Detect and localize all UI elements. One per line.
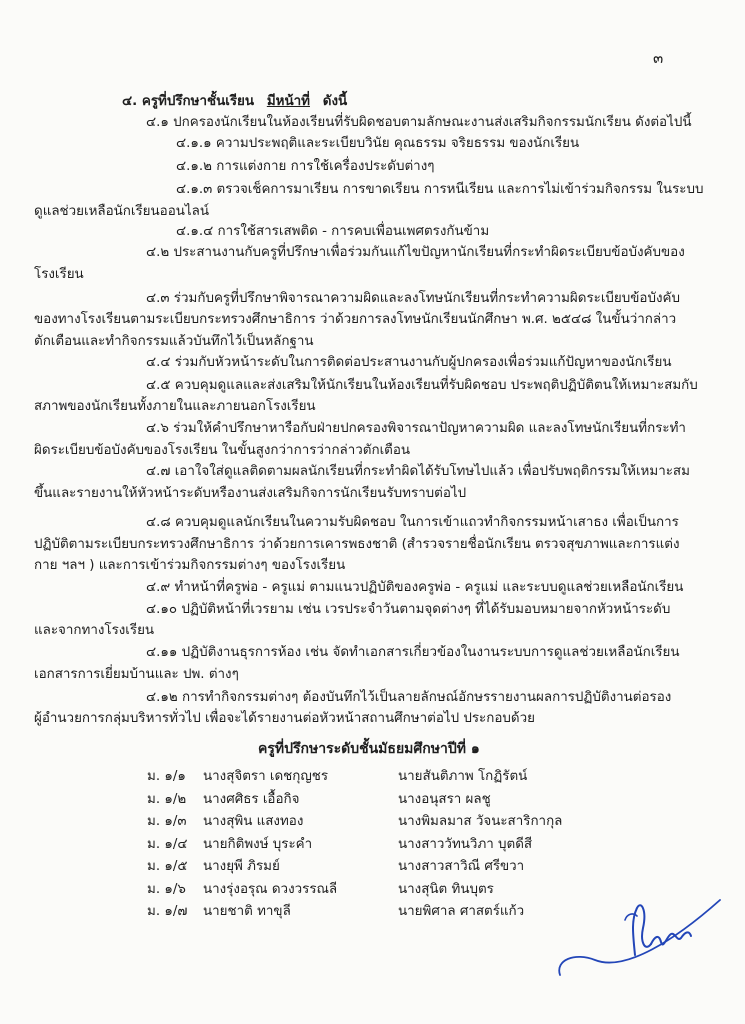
teacher-2: นางสุนิต ทินบุตร xyxy=(398,882,494,897)
line-4-11-cont: เอกสารการเยี่ยมบ้านและ ปพ. ต่างๆ xyxy=(34,667,239,682)
class-label: ม. ๑/๑ xyxy=(147,769,186,784)
signature-stroke xyxy=(633,905,651,955)
class-label: ม. ๑/๔ xyxy=(147,837,188,852)
section-title-duty: มีหน้าที่ xyxy=(266,94,310,109)
line-4-10-cont: และจากทางโรงเรียน xyxy=(34,623,155,638)
line-4-8-cont1: ปฏิบัติตามระเบียบกระทรวงศึกษาธิการ ว่าด้วยการเคารพธงชาติ (สำรวจรายชื่อนักเรียน ตรวจสุขภาพและการแต่ง xyxy=(34,537,680,552)
line-4-5: ๔.๕ ควบคุมดูแลและส่งเสริมให้นักเรียนในห้องเรียนที่รับผิดชอบ ประพฤติปฏิบัติตนให้เหมาะสมกับ xyxy=(146,378,698,393)
line-4-7: ๔.๗ เอาใจใส่ดูแลติดตามผลนักเรียนที่กระทำผิดได้รับโทษไปแล้ว เพื่อปรับพฤติกรรมให้เหมาะสม xyxy=(146,464,690,479)
line-4-2-cont: โรงเรียน xyxy=(34,267,84,282)
line-4-7-cont: ขึ้นและรายงานให้หัวหน้าระดับหรืองานส่งเสริมกิจการนักเรียนรับทราบต่อไป xyxy=(34,486,467,501)
line-4-1-1: ๔.๑.๑ ความประพฤติและระเบียบวินัย คุณธรรม จริยธรรม ของนักเรียน xyxy=(176,136,580,151)
teacher-1: นางสุจิตรา เดชกุญชร xyxy=(203,769,329,784)
line-4-3: ๔.๓ ร่วมกับครูที่ปรึกษาพิจารณาความผิดและลงโทษนักเรียนที่กระทำความผิดระเบียบข้อบังคับ xyxy=(146,291,680,306)
signature-stroke xyxy=(559,900,720,975)
line-4-9: ๔.๙ ทำหน้าที่ครูพ่อ - ครูแม่ ตามแนวปฏิบัติของครูพ่อ - ครูแม่ และระบบดูแลช่วยเหลือนักเรียน xyxy=(146,580,684,595)
signature-image xyxy=(555,880,730,990)
teacher-1: นายชาติ ทาขุลี xyxy=(203,904,291,919)
line-4-3-cont2: ตักเตือนและทำกิจกรรมแล้วบันทึกไว้เป็นหลักฐาน xyxy=(34,334,314,349)
line-4-1-3: ๔.๑.๓ ตรวจเช็คการมาเรียน การขาดเรียน การหนีเรียน และการไม่เข้าร่วมกิจกรรม ในระบบ xyxy=(176,182,704,197)
line-4-10: ๔.๑๐ ปฏิบัติหน้าที่เวรยาม เช่น เวรประจำวันตามจุดต่างๆ ที่ได้รับมอบหมายจากหัวหน้าระดับ xyxy=(146,602,671,617)
teacher-1: นางศศิธร เอื้อกิจ xyxy=(203,792,300,807)
teacher-2: นายสันติภาพ โกฏิรัตน์ xyxy=(398,769,528,784)
teacher-2: นายพิศาล ศาสตร์แก้ว xyxy=(398,904,525,919)
line-4-1-2: ๔.๑.๒ การแต่งกาย การใช้เครื่องประดับต่างๆ xyxy=(176,159,435,174)
section-title xyxy=(122,92,347,112)
page-number: ๓ xyxy=(653,49,664,67)
line-4-5-cont: สภาพของนักเรียนทั้งภายในและภายนอกโรงเรียน xyxy=(34,399,316,414)
class-label: ม. ๑/๖ xyxy=(147,882,186,897)
teacher-2: นางสาวสาวิณี ศรีขวา xyxy=(398,859,525,874)
teacher-1: นางสุพิน แสงทอง xyxy=(203,814,304,829)
section-title-suffix: ดังนี้ xyxy=(322,94,348,109)
line-4-6: ๔.๖ ร่วมให้คำปรึกษาหารือกับฝ่ายปกครองพิจารณาปัญหาความผิด และลงโทษนักเรียนที่กระทำ xyxy=(146,421,686,436)
line-4-3-cont1: ของทางโรงเรียนตามระเบียบกระทรวงศึกษาธิการ ว่าด้วยการลงโทษนักเรียนนักศึกษา พ.ศ. ๒๕๔๘ ในขั้นว่ากล่าว xyxy=(34,312,677,327)
line-4-1-4: ๔.๑.๔ การใช้สารเสพติด - การคบเพื่อนเพศตรงกันข้าม xyxy=(176,224,490,239)
class-label: ม. ๑/๗ xyxy=(147,904,188,919)
line-4-12-cont: ผู้อำนวยการกลุ่มบริหารทั่วไป เพื่อจะได้รายงานต่อหัวหน้าสถานศึกษาต่อไป ประกอบด้วย xyxy=(34,711,535,726)
teacher-1: นางยุพี ภิรมย์ xyxy=(203,859,280,874)
teacher-1: นางรุ่งอรุณ ดวงวรรณลี xyxy=(203,882,338,897)
grade-heading: ครูที่ปรึกษาระดับชั้นมัธยมศึกษาปีที่ ๑ xyxy=(258,741,480,757)
line-4-8: ๔.๘ ควบคุมดูแลนักเรียนในความรับผิดชอบ ในการเข้าแถวทำกิจกรรมหน้าเสาธง เพื่อเป็นการ xyxy=(146,515,679,530)
teacher-2: นางพิมลมาส วัจนะสาริกากุล xyxy=(398,814,563,829)
line-4-8-cont2: กาย ฯลฯ ) และการเข้าร่วมกิจกรรมต่างๆ ของโรงเรียน xyxy=(34,558,346,573)
line-4-4: ๔.๔ ร่วมกับหัวหน้าระดับในการติดต่อประสานงานกับผู้ปกครองเพื่อร่วมแก้ปัญหาของนักเรียน xyxy=(146,355,672,370)
class-label: ม. ๑/๕ xyxy=(147,859,188,874)
line-4-1: ๔.๑ ปกครองนักเรียนในห้องเรียนที่รับผิดชอบตามลักษณะงานส่งเสริมกิจกรรมนักเรียน ดังต่อไปนี้ xyxy=(146,115,692,130)
teacher-1: นายกิติพงษ์ บุระคำ xyxy=(203,837,313,852)
class-label: ม. ๑/๓ xyxy=(147,814,187,829)
class-label: ม. ๑/๒ xyxy=(147,792,187,807)
section-title-prefix: ๔. ครูที่ปรึกษาชั้นเรียน xyxy=(122,94,255,109)
line-4-2: ๔.๒ ประสานงานกับครูที่ปรึกษาเพื่อร่วมกันแก้ไขปัญหานักเรียนที่กระทำผิดระเบียบข้อบังคับของ xyxy=(146,245,685,260)
signature-stroke xyxy=(625,914,637,920)
line-4-6-cont: ผิดระเบียบข้อบังคับของโรงเรียน ในขั้นสูงกว่าการว่ากล่าวตักเตือน xyxy=(34,443,411,458)
line-4-1-3-cont: ดูแลช่วยเหลือนักเรียนออนไลน์ xyxy=(34,204,210,219)
line-4-12: ๔.๑๒ การทำกิจกรรมต่างๆ ต้องบันทึกไว้เป็นลายลักษณ์อักษรรายงานผลการปฏิบัติงานต่อรอง xyxy=(146,690,672,705)
teacher-2: นางอนุสรา ผลชู xyxy=(398,792,491,807)
line-4-11: ๔.๑๑ ปฏิบัติงานธุรการห้อง เช่น จัดทำเอกสารเกี่ยวข้องในงานระบบการดูแลช่วยเหลือนักเรียน xyxy=(146,645,680,660)
teacher-2: นางสาววัทนวิภา บุตดีสี xyxy=(398,837,533,852)
